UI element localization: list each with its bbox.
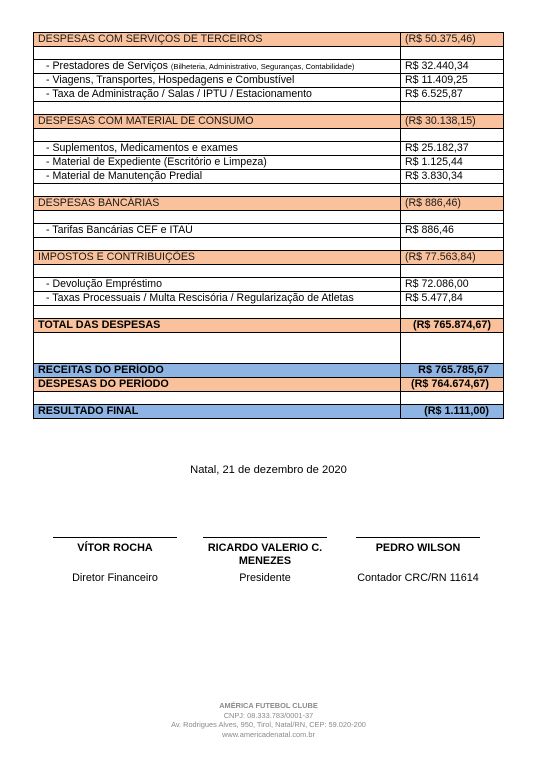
blank-row: [34, 129, 504, 142]
expense-item-text: - Tarifas Bancárias CEF e ITAÚ: [46, 224, 193, 236]
receitas-row: [34, 364, 504, 378]
blank-cell: [401, 265, 504, 278]
signature-block-president: [203, 537, 327, 584]
despesas-periodo-row: [34, 378, 504, 392]
blank-cell: [34, 102, 401, 115]
section-total: (R$ 50.375,46): [401, 33, 504, 47]
financial-statement-body: [34, 33, 504, 419]
signer-role: Diretor Financeiro: [72, 572, 158, 584]
section-header-row: [34, 33, 504, 47]
expense-item-label: [34, 142, 401, 156]
blank-cell: [34, 392, 401, 405]
blank-cell: [401, 333, 504, 364]
expense-item-row: [34, 142, 504, 156]
signature-line: [203, 537, 327, 538]
section-header-row: [34, 251, 504, 265]
spacer-row: [34, 333, 504, 364]
blank-cell: [34, 47, 401, 60]
blank-row: [34, 102, 504, 115]
signer-name: RICARDO VALERIO C. MENEZES: [207, 542, 323, 567]
blank-cell: [34, 184, 401, 197]
expense-item-label: [34, 170, 401, 184]
signer-role: Contador CRC/RN 11614: [357, 572, 479, 584]
expense-item-label: [34, 224, 401, 238]
blank-cell: [34, 211, 401, 224]
total-value: (R$ 765.874,67): [401, 319, 504, 333]
section-header-row: [34, 115, 504, 129]
expense-item-label: [34, 292, 401, 306]
blank-cell: [401, 306, 504, 319]
blank-cell: [34, 306, 401, 319]
expense-item-value: R$ 72.086,00: [401, 278, 504, 292]
blank-row: [34, 238, 504, 251]
blank-cell: [401, 129, 504, 142]
section-total: (R$ 77.563,84): [401, 251, 504, 265]
blank-cell: [34, 129, 401, 142]
receitas-value: R$ 765.785,67: [401, 364, 504, 378]
despesas-periodo-value: (R$ 764.674,67): [401, 378, 504, 392]
resultado-label: RESULTADO FINAL: [34, 405, 401, 419]
expense-item-value: R$ 11.409,25: [401, 74, 504, 88]
despesas-periodo-label: DESPESAS DO PERÍODO: [34, 378, 401, 392]
expense-item-row: [34, 278, 504, 292]
blank-cell: [34, 238, 401, 251]
footer: [0, 701, 537, 739]
expense-item-value: R$ 3.830,34: [401, 170, 504, 184]
blank-row: [34, 184, 504, 197]
signature-line: [356, 537, 480, 538]
blank-cell: [401, 184, 504, 197]
resultado-value: (R$ 1.111,00): [401, 405, 504, 419]
section-title: DESPESAS COM SERVIÇOS DE TERCEIROS: [34, 33, 401, 47]
total-despesas-row: [34, 319, 504, 333]
expense-item-label: [34, 74, 401, 88]
expense-item-label: [34, 60, 401, 74]
expense-item-text: - Taxa de Administração / Salas / IPTU / Estacionamento: [46, 88, 312, 100]
blank-cell: [401, 392, 504, 405]
expense-item-row: [34, 60, 504, 74]
blank-row: [34, 211, 504, 224]
expense-item-text: - Material de Manutenção Predial: [46, 170, 203, 182]
blank-cell: [401, 211, 504, 224]
blank-cell: [34, 265, 401, 278]
footer-website: www.americadenatal.com.br: [222, 729, 315, 739]
footer-address: Av. Rodrigues Alves, 950, Tirol, Natal/RN, CEP: 59.020-200: [171, 720, 366, 730]
section-title: IMPOSTOS E CONTRIBUIÇÕES: [34, 251, 401, 265]
expense-item-value: R$ 25.182,37: [401, 142, 504, 156]
blank-cell: [401, 238, 504, 251]
expense-item-text: - Taxas Processuais / Multa Rescisória / Regularização de Atletas: [46, 292, 354, 304]
footer-club-name: AMÉRICA FUTEBOL CLUBE: [219, 701, 318, 710]
expense-item-text: - Viagens, Transportes, Hospedagens e Combustível: [46, 74, 295, 86]
blank-row: [34, 265, 504, 278]
expense-item-label: [34, 278, 401, 292]
expense-item-label: [34, 88, 401, 102]
signer-name: PEDRO WILSON: [375, 542, 461, 554]
blank-row: [34, 47, 504, 60]
expense-item-detail: (Bilheteria, Administrativo, Seguranças, Contabilidade): [170, 62, 355, 71]
section-title: DESPESAS BANCÁRIAS: [34, 197, 401, 211]
expense-item-row: [34, 292, 504, 306]
expense-item-value: R$ 886,46: [401, 224, 504, 238]
section-title: DESPESAS COM MATERIAL DE CONSUMO: [34, 115, 401, 129]
blank-row: [34, 306, 504, 319]
expense-item-value: R$ 32.440,34: [401, 60, 504, 74]
expense-item-value: R$ 1.125,44: [401, 156, 504, 170]
expense-item-row: [34, 156, 504, 170]
signature-block-accountant: [356, 537, 480, 584]
expense-item-text: - Material de Expediente (Escritório e Limpeza): [46, 156, 267, 168]
signature-line: [53, 537, 177, 538]
expense-item-row: [34, 170, 504, 184]
total-label: TOTAL DAS DESPESAS: [34, 319, 401, 333]
expense-item-text: - Prestadores de Serviços: [46, 60, 168, 72]
expense-item-text: - Suplementos, Medicamentos e exames: [46, 142, 238, 154]
footer-cnpj: CNPJ: 08.333.783/0001-37: [223, 710, 314, 720]
signer-role: Presidente: [239, 572, 291, 584]
blank-cell: [401, 102, 504, 115]
receitas-label: RECEITAS DO PERÍODO: [34, 364, 401, 378]
expense-item-row: [34, 88, 504, 102]
signer-name: VÍTOR ROCHA: [77, 542, 153, 554]
expense-item-label: [34, 156, 401, 170]
date-line: Natal, 21 de dezembro de 2020: [190, 464, 347, 476]
section-header-row: [34, 197, 504, 211]
blank-cell: [401, 47, 504, 60]
expense-item-value: R$ 6.525,87: [401, 88, 504, 102]
resultado-final-row: [34, 405, 504, 419]
expense-item-value: R$ 5.477,84: [401, 292, 504, 306]
financial-statement-table: [33, 32, 504, 419]
blank-row: [34, 392, 504, 405]
signature-block-financial-director: [53, 537, 177, 584]
blank-cell: [34, 333, 401, 364]
expense-item-row: [34, 74, 504, 88]
expense-item-text: - Devolução Empréstimo: [46, 278, 162, 290]
section-total: (R$ 30.138,15): [401, 115, 504, 129]
expense-item-row: [34, 224, 504, 238]
section-total: (R$ 886,46): [401, 197, 504, 211]
